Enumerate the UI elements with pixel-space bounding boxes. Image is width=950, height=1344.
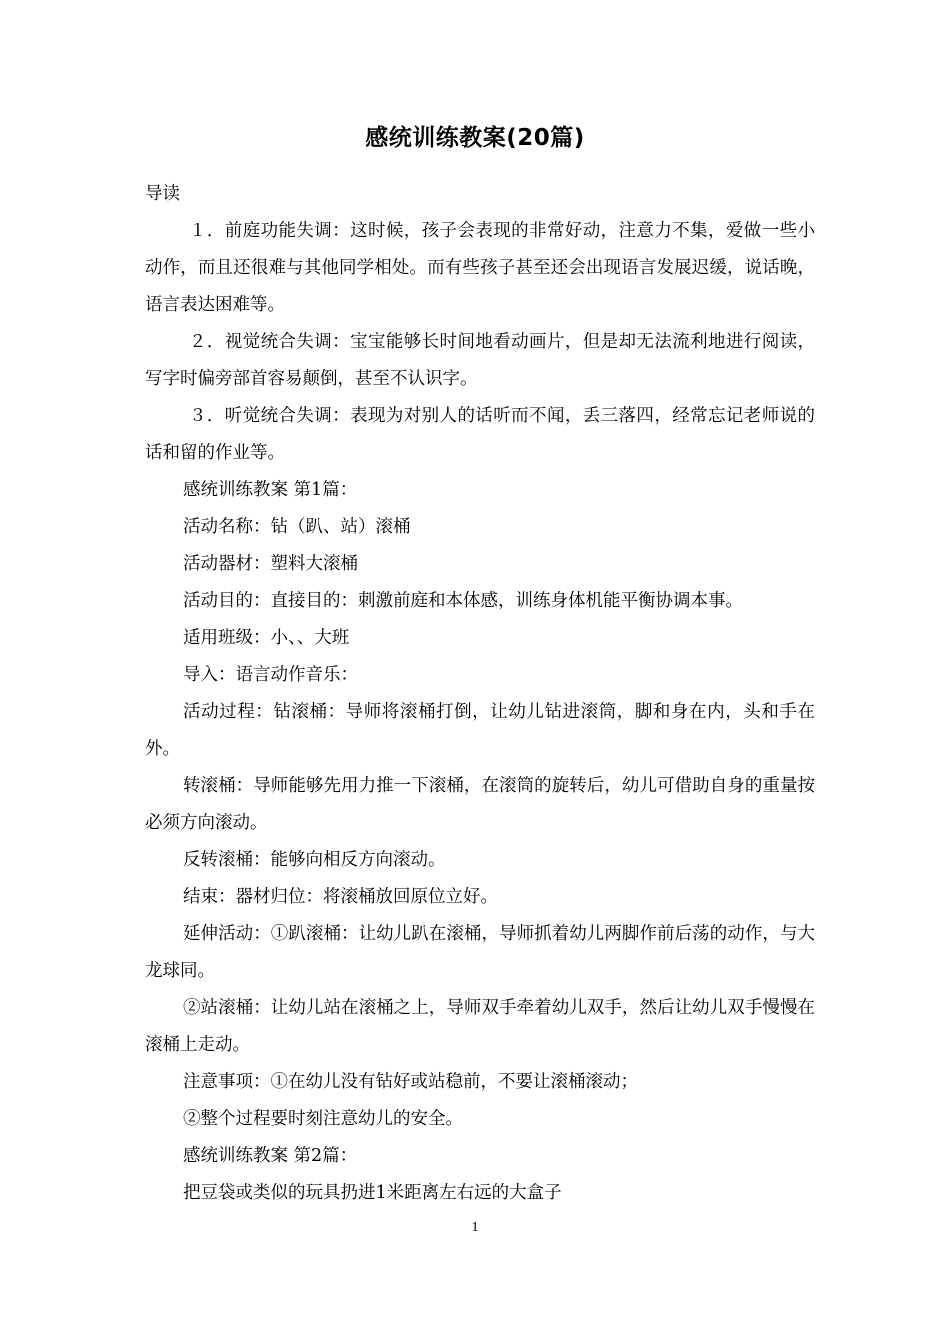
document-body [145, 176, 815, 1212]
section-heading-1: 感统训练教案 第1篇： [183, 480, 358, 500]
paragraph: 把豆袋或类似的玩具扔进1米距离左右远的大盒子 [183, 1183, 562, 1203]
page-number: 1 [471, 1220, 479, 1235]
paragraph-item-1: １．前庭功能失调：这时候，孩子会表现的非常好动，注意力不集，爱做一些小动作，而且还很难与其他同学相处。而有些孩子甚至还会出现语言发展迟缓，说话晚，语言表达困难等。 [145, 221, 815, 315]
paragraph: 活动目的：直接目的：刺激前庭和本体感，训练身体机能平衡协调本事。 [183, 591, 743, 611]
section-heading-2: 感统训练教案 第2篇： [183, 1146, 358, 1166]
paragraph: 适用班级：小、、大班 [183, 628, 350, 648]
paragraph-item-3: ３．听觉统合失调：表现为对别人的话听而不闻，丢三落四，经常忘记老师说的话和留的作业等。 [145, 406, 815, 463]
paragraph: 活动器材：塑料大滚桶 [183, 554, 358, 574]
paragraph: 注意事项：①在幼儿没有钻好或站稳前，不要让滚桶滚动； [183, 1072, 638, 1092]
document-title: 感统训练教案(20篇) [365, 125, 585, 151]
paragraph: 结束：器材归位：将滚桶放回原位立好。 [183, 887, 498, 907]
paragraph: 活动名称：钻（趴、站）滚桶 [183, 517, 411, 537]
paragraph: 转滚桶：导师能够先用力推一下滚桶，在滚筒的旋转后，幼儿可借助自身的重量按必须方向滚动。 [145, 776, 815, 833]
paragraph-intro-heading: 导读 [145, 184, 180, 204]
paragraph-item-2: ２．视觉统合失调：宝宝能够长时间地看动画片，但是却无法流利地进行阅读，写字时偏旁部首容易颠倒，甚至不认识字。 [145, 332, 815, 389]
paragraph: 反转滚桶：能够向相反方向滚动。 [183, 850, 446, 870]
paragraph: 活动过程：钻滚桶：导师将滚桶打倒，让幼儿钻进滚筒，脚和身在内，头和手在外。 [145, 702, 815, 759]
paragraph: ②站滚桶：让幼儿站在滚桶之上，导师双手牵着幼儿双手，然后让幼儿双手慢慢在滚桶上走动。 [145, 998, 815, 1055]
paragraph: 延伸活动：①趴滚桶：让幼儿趴在滚桶，导师抓着幼儿两脚作前后荡的动作，与大龙球同。 [145, 924, 815, 981]
paragraph: 导入：语言动作音乐： [183, 665, 358, 685]
paragraph: ②整个过程要时刻注意幼儿的安全。 [183, 1109, 463, 1129]
